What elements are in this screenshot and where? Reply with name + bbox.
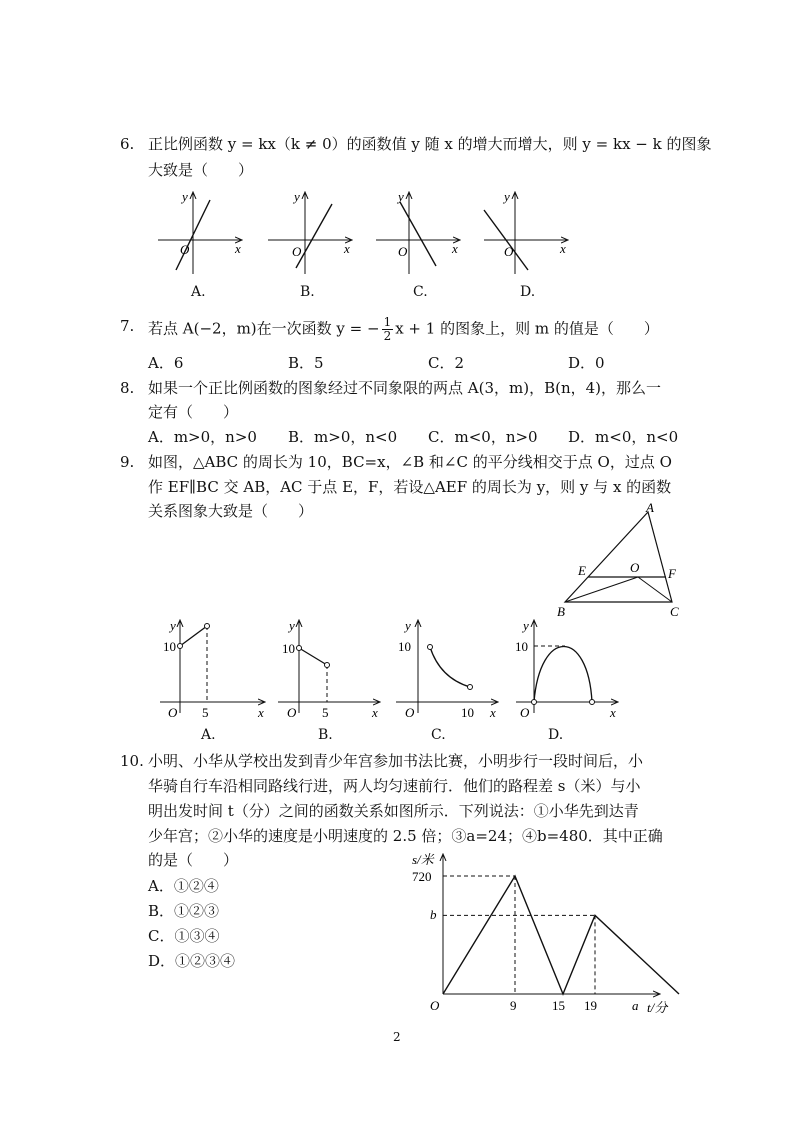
q9-d-xlabel: x xyxy=(610,705,616,720)
q10-xtick-9: 9 xyxy=(510,998,517,1013)
q9-graph-a xyxy=(160,618,265,720)
q6-graphs xyxy=(0,186,794,296)
q9-a-open-point xyxy=(178,644,183,649)
q9-c-open-point xyxy=(468,685,473,690)
q9-b-ytick: 10 xyxy=(282,641,295,656)
q7-number: 7. xyxy=(120,317,135,335)
q10-ylabel: s/米 xyxy=(412,852,434,867)
q9-a-xlabel: x xyxy=(258,705,264,720)
q6-a-ylabel: y xyxy=(182,189,188,204)
q9-a-xtick: 5 xyxy=(202,705,209,720)
q7-frac-num: 1 xyxy=(383,315,392,329)
q9-c-ytick: 10 xyxy=(398,639,411,654)
label-c: C xyxy=(670,604,679,619)
q9-d-ylabel: y xyxy=(523,618,529,633)
q8-option-b: B．m>0，n<0 xyxy=(288,428,398,446)
q9-text-line1: 如图，△ABC 的周长为 10，BC=x，∠B 和∠C 的平分线相交于点 O，过点 O xyxy=(148,453,672,471)
q9-label-b: B. xyxy=(318,727,333,743)
q10-option-c: C．①③④ xyxy=(148,927,220,945)
q10-text-line4: 少年宫；②小华的速度是小明速度的 2.5 倍；③a=24；④b=480．其中正确 xyxy=(148,827,663,845)
q9-b-origin: O xyxy=(287,705,297,720)
label-b: B xyxy=(557,604,565,619)
q6-b-ylabel: y xyxy=(294,189,300,204)
q9-d-ytick: 10 xyxy=(515,639,528,654)
q6-label-b: B. xyxy=(300,284,315,300)
q8-option-a: A．m>0，n>0 xyxy=(148,428,257,446)
label-e: E xyxy=(578,563,586,578)
q7-frac-den: 2 xyxy=(383,329,392,343)
q7-fraction xyxy=(382,316,394,343)
q9-b-xtick: 5 xyxy=(322,705,329,720)
q8-text-line2: 定有（ ） xyxy=(148,403,239,421)
q9-c-origin: O xyxy=(405,705,415,720)
q6-a-origin: O xyxy=(180,242,190,257)
q6-label-d: D. xyxy=(520,284,536,300)
q10-xlabel: t/分 xyxy=(647,1000,668,1015)
q10-text-line3: 明出发时间 t（分）之间的函数关系如图所示．下列说法：①小华先到达青 xyxy=(148,802,639,820)
q9-c-curve xyxy=(430,647,470,687)
q10-origin: O xyxy=(430,998,440,1013)
q7-option-d: D．0 xyxy=(568,354,605,372)
q6-b-xlabel: x xyxy=(344,241,350,256)
q10-series-line xyxy=(443,876,679,994)
q9-number: 9. xyxy=(120,453,135,471)
q9-c-ylabel: y xyxy=(405,618,411,633)
q9-graph-c xyxy=(396,618,498,720)
q10-text-line1: 小明、小华从学校出发到青少年宫参加书法比赛，小明步行一段时间后，小 xyxy=(148,752,644,770)
q9-text-line3: 关系图象大致是（ ） xyxy=(148,502,314,520)
label-a: A xyxy=(646,500,654,515)
q9-graph-b xyxy=(278,618,380,720)
q6-d-origin: O xyxy=(504,244,514,259)
q9-b-ylabel: y xyxy=(289,618,295,633)
triangle-abc xyxy=(565,512,672,602)
q9-c-xtick: 10 xyxy=(461,705,474,720)
q10-guide-lines xyxy=(443,876,595,994)
q9-a-open-point xyxy=(205,624,210,629)
q10-xtick-19: 19 xyxy=(584,998,597,1013)
q6-graph-b xyxy=(268,189,352,274)
q6-b-line xyxy=(296,204,332,268)
q9-graph-d xyxy=(515,618,618,720)
q6-graph-a xyxy=(158,189,242,274)
q10-ytick-720: 720 xyxy=(412,869,432,884)
q6-label-a: A. xyxy=(191,284,206,300)
q10-option-b: B．①②③ xyxy=(148,902,220,920)
q9-a-ylabel: y xyxy=(170,618,176,633)
q8-text-line1: 如果一个正比例函数的图象经过不同象限的两点 A(3，m)，B(n，4)，那么一 xyxy=(148,379,662,397)
q9-label-c: C. xyxy=(431,727,446,743)
q6-c-ylabel: y xyxy=(398,189,404,204)
q10-ytick-b: b xyxy=(430,907,437,922)
q6-c-xlabel: x xyxy=(452,241,458,256)
q9-d-curve xyxy=(534,647,592,703)
q9-d-open-point xyxy=(590,700,595,705)
q6-number: 6. xyxy=(120,135,135,153)
label-o: O xyxy=(630,560,640,575)
page-number: 2 xyxy=(393,1030,401,1044)
q9-b-open-point xyxy=(325,663,330,668)
q6-text-line1: 正比例函数 y = kx（k ≠ 0）的函数值 y 随 x 的增大而增大，则 y = kx − k 的图象 xyxy=(148,135,712,153)
q9-triangle-figure xyxy=(552,502,692,622)
q6-graph-d xyxy=(484,189,568,274)
q9-label-d: D. xyxy=(548,727,564,743)
q6-d-xlabel: x xyxy=(560,241,566,256)
q6-b-origin: O xyxy=(292,244,302,259)
q9-label-a: A. xyxy=(201,727,216,743)
q7-text xyxy=(148,316,659,343)
q10-xtick-15: 15 xyxy=(552,998,565,1013)
q7-option-a: A．6 xyxy=(148,354,184,372)
q8-option-c: C．m<0，n>0 xyxy=(428,428,538,446)
q6-graph-c xyxy=(376,189,460,274)
q6-a-xlabel: x xyxy=(235,241,241,256)
q9-a-curve xyxy=(180,626,207,646)
q10-xtick-a: a xyxy=(632,998,639,1013)
q6-d-ylabel: y xyxy=(504,189,510,204)
q10-chart xyxy=(400,850,700,1020)
q7-option-b: B．5 xyxy=(288,354,324,372)
q6-c-origin: O xyxy=(398,244,408,259)
q8-number: 8. xyxy=(120,379,135,397)
q10-option-a: A．①②④ xyxy=(148,877,219,895)
q9-d-origin: O xyxy=(520,705,530,720)
q9-c-xlabel: x xyxy=(490,705,496,720)
q9-b-open-point xyxy=(297,646,302,651)
q6-label-c: C. xyxy=(413,284,428,300)
q7-text-post: x + 1 的图象上，则 m 的值是（ ） xyxy=(395,319,659,338)
q9-text-line2: 作 EF∥BC 交 AB，AC 于点 E，F，若设△AEF 的周长为 y，则 y 与 x 的函数 xyxy=(148,478,672,496)
q10-option-d: D．①②③④ xyxy=(148,952,236,970)
q9-c-open-point xyxy=(428,645,433,650)
q6-text-line2: 大致是（ ） xyxy=(148,161,254,179)
label-f: F xyxy=(668,566,676,581)
q9-d-open-point xyxy=(532,700,537,705)
q7-text-pre: 若点 A(−2，m)在一次函数 y = − xyxy=(148,319,380,338)
q9-b-xlabel: x xyxy=(372,705,378,720)
q9-a-origin: O xyxy=(168,705,178,720)
q8-option-d: D．m<0，n<0 xyxy=(568,428,679,446)
q9-a-ytick: 10 xyxy=(163,639,176,654)
q10-number: 10. xyxy=(120,752,144,770)
q10-text-line5: 的是（ ） xyxy=(148,851,239,869)
q10-text-line2: 华骑自行车沿相同路线行进，两人均匀速前行．他们的路程差 s（米）与小 xyxy=(148,777,641,795)
q9-graphs xyxy=(0,618,794,728)
q9-b-curve xyxy=(299,648,327,665)
q7-option-c: C．2 xyxy=(428,354,465,372)
